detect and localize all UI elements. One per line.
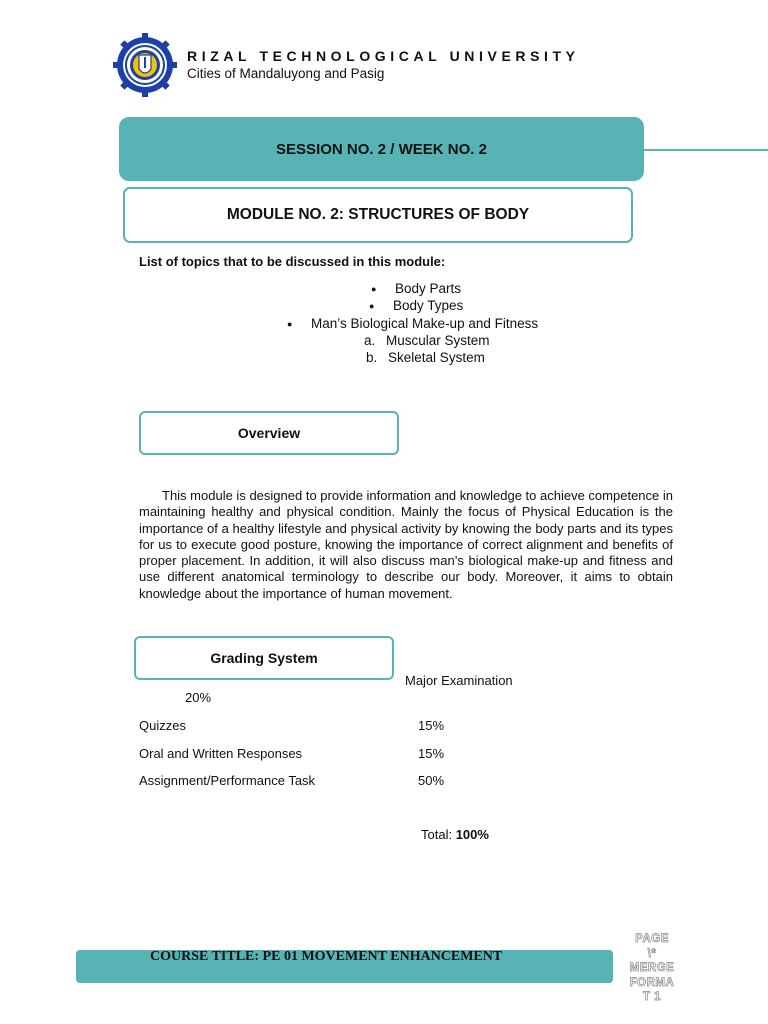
grade-row-label: Oral and Written Responses [139,746,303,761]
module-title: MODULE NO. 2: STRUCTURES OF BODY [226,206,530,223]
page-field-line: PAGE [635,933,669,945]
page-field-line: \* [647,947,657,960]
course-title: COURSE TITLE: PE 01 MOVEMENT ENHANCEMENT [150,949,503,964]
subtopic-marker: b. [366,350,378,365]
topic-item: ● Body Types [393,298,463,313]
session-banner [119,117,644,181]
page-field-line: T 1 [642,991,662,1003]
grade-total-value: 100% [455,827,489,842]
grade-row-value: 50% [418,773,445,788]
topic-item: ● Body Parts [395,281,461,296]
grade-row-value: 15% [418,718,445,733]
topic-item: ● Man’s Biological Make-up and Fitness [311,316,538,331]
page-field-line: FORMA [629,976,675,989]
subtopic-marker: a. [364,333,376,348]
subtopic-item [366,350,485,365]
overview-heading-box [139,411,399,455]
rtu-seal-logo-icon [113,33,177,97]
session-rule [644,149,768,151]
subtopic-label: Muscular System [386,333,490,348]
overview-paragraph: This module is designed to provide information and knowledge to achieve competence in maintaining healthy and physical condition. Mainly the focus of Physical Education is the importance of a healthy lifestyle and physical activity by knowing the body parts and its types for us to execute good posture, knowing the importance of correct alignment and benefits of proper placement. In addition, it will also discuss man’s biological make-up and fitness and use different anatomical terminology to describe our body. Moreover, it aims to obtain knowledge about the importance of human movement. [139,488,673,601]
grading-title: Grading System [210,650,318,666]
grade-total-label: Total: [421,827,453,842]
grade-major-label: Major Examination [405,673,513,688]
page-field-code [620,932,684,1005]
topics-heading: List of topics that to be discussed in this module: [139,254,446,269]
university-name: RIZAL TECHNOLOGICAL UNIVERSITY [187,48,580,64]
grading-heading-box [134,636,394,680]
grade-major-value: 20% [185,690,212,705]
page-field-line: MERGE [629,962,675,974]
grade-row-label: Assignment/Performance Task [139,773,316,788]
session-label: SESSION NO. 2 / WEEK NO. 2 [276,140,487,158]
subtopic-label: Skeletal System [388,350,485,365]
grade-total [421,827,489,842]
subtopic-item [364,333,490,348]
campus-name: Cities of Mandaluyong and Pasig [187,66,385,81]
grade-row-label: Quizzes [139,718,186,733]
overview-title: Overview [237,425,301,441]
grade-row-value: 15% [418,746,445,761]
module-title-box [123,187,633,243]
